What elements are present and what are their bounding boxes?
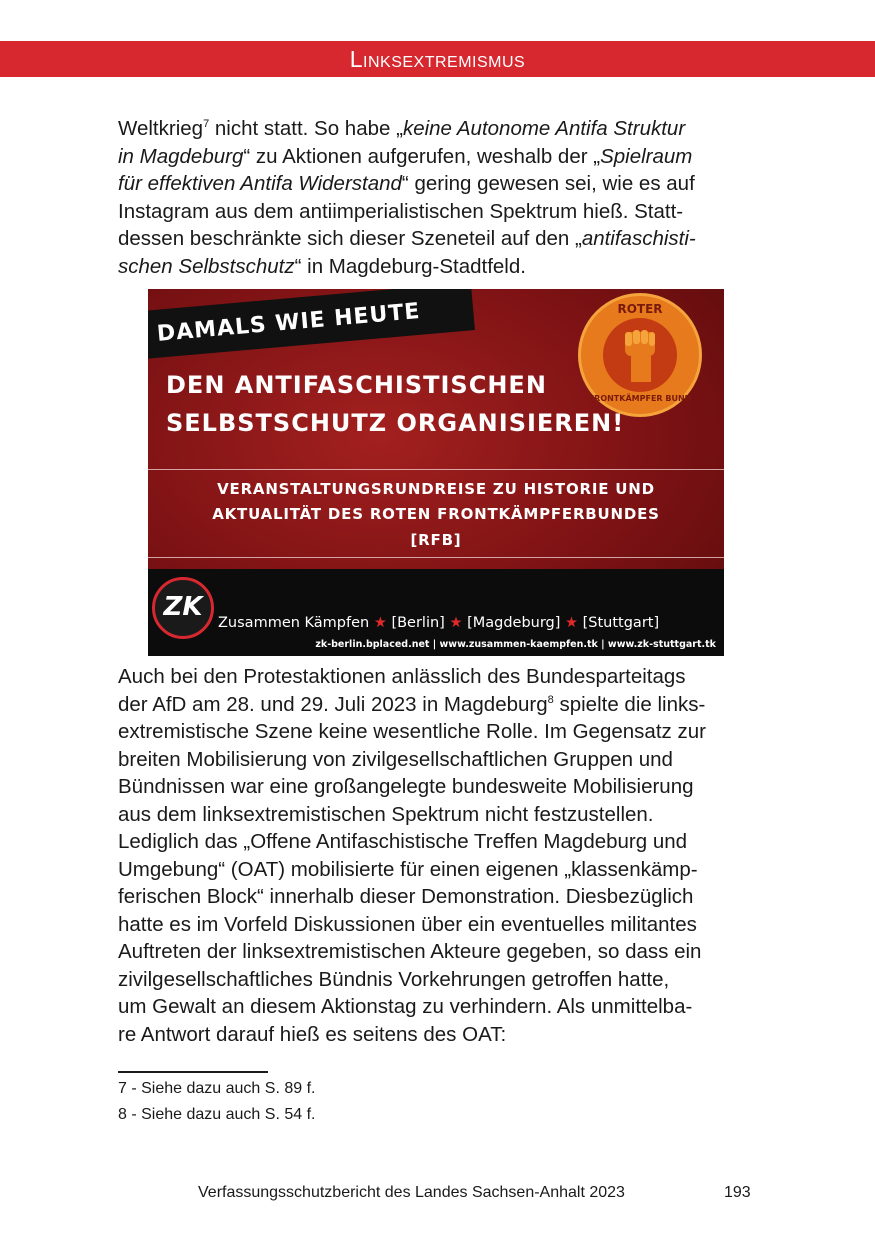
quote-text: in Magdeburg: [118, 144, 244, 168]
paragraph-line: [118, 225, 758, 253]
paragraph-line: Umgebung“ (OAT) mobilisierte für einen eigenen „klassenkämp-: [118, 857, 698, 881]
zk-city-berlin: [Berlin]: [391, 615, 445, 631]
footnotes: [118, 1076, 518, 1128]
paragraph-line: aus dem linksextremistischen Spektrum nicht festzustellen.: [118, 802, 654, 826]
text-run: dessen beschränkte sich dieser Szeneteil auf den „: [118, 227, 582, 250]
page-number: 193: [724, 1184, 751, 1201]
seal-bottom-text: FRONTKÄMPFER BUND: [588, 394, 692, 403]
paragraph-line: ferischen Block“ innerhalb dieser Demonstration. Diesbezüglich: [118, 885, 694, 908]
poster-divider: [148, 469, 724, 470]
paragraph-line: Lediglich das „Offene Antifaschistische Treffen Magdeburg und: [118, 830, 688, 853]
zk-links: zk-berlin.bplaced.net | www.zusammen-kaempfen.tk | www.zk-stuttgart.tk: [315, 639, 716, 650]
footnote-7: 7 - Siehe dazu auch S. 89 f.: [118, 1080, 316, 1097]
paragraph-line: [118, 115, 758, 143]
paragraph-1: [118, 115, 758, 280]
paragraph-line: hatte es im Vorfeld Diskussionen über ein eventuelles militantes: [118, 912, 697, 936]
red-star-icon: ★: [565, 615, 579, 631]
footnote-ref-7: 7: [203, 118, 210, 131]
paragraph-line: [118, 691, 758, 719]
paragraph-line: [118, 253, 758, 281]
quote-text: keine Autonome Antifa Struktur: [402, 117, 686, 140]
paragraph-line: [118, 143, 758, 171]
page-footer: [0, 1181, 875, 1205]
paragraph-2: [118, 663, 758, 1048]
poster-headline-1: DEN ANTIFASCHISTISCHEN: [166, 371, 547, 399]
paragraph-line: re Antwort darauf hieß es seitens des OAT:: [118, 1022, 507, 1046]
paragraph-line: zivilgesellschaftliches Bündnis Vorkehrungen getroffen hatte,: [118, 967, 670, 991]
text-run: “ in Magdeburg-Stadtfeld.: [294, 254, 526, 278]
text-run: spielte die links-: [553, 692, 706, 716]
paragraph-line: um Gewalt an diesem Aktionstag zu verhindern. Als unmittelba-: [118, 995, 693, 1018]
quote-text: antifaschisti-: [581, 227, 696, 250]
red-star-icon: ★: [373, 615, 387, 631]
red-star-icon: ★: [449, 615, 463, 631]
text-run: nicht statt. So habe „: [209, 117, 403, 140]
paragraph-line: extremistische Szene keine wesentliche Rolle. Im Gegensatz zur: [118, 720, 706, 743]
section-header: [0, 41, 875, 77]
paragraph-line: Instagram aus dem antiimperialistischen Spektrum hieß. Statt-: [118, 199, 684, 223]
poster-subline-2: AKTUALITÄT DES ROTEN FRONTKÄMPFERBUNDES: [212, 505, 660, 523]
text-run: der AfD am 28. und 29. Juli 2023 in Magdeburg: [118, 692, 548, 716]
zk-name: Zusammen Kämpfen: [218, 615, 370, 631]
zk-logo: [152, 577, 214, 639]
event-poster-image: [148, 289, 724, 656]
footnote-8: 8 - Siehe dazu auch S. 54 f.: [118, 1106, 316, 1123]
zk-logo-letters: ZK: [163, 592, 203, 622]
poster-subline-3: [RFB]: [410, 531, 462, 549]
poster-subline-1: VERANSTALTUNGSRUNDREISE ZU HISTORIE UND: [217, 480, 655, 498]
section-title: Linksextremismus: [349, 46, 526, 72]
zk-city-magdeburg: [Magdeburg]: [467, 615, 561, 631]
paragraph-line: Auch bei den Protestaktionen anlässlich des Bundesparteitags: [118, 665, 686, 688]
paragraph-line: Bündnissen war eine großangelegte bundesweite Mobilisierung: [118, 775, 694, 798]
quote-text: Spielraum: [600, 144, 693, 168]
paragraph-line: Auftreten der linksextremistischen Akteure gegeben, so dass ein: [118, 940, 702, 963]
quote-text: für effektiven Antifa Widerstand: [118, 172, 402, 195]
text-run: “ gering gewesen sei, wie es auf: [401, 172, 695, 195]
text-run: Weltkrieg: [118, 117, 204, 140]
quote-text: schen Selbstschutz: [118, 254, 295, 278]
footer-title: Verfassungsschutzbericht des Landes Sachsen-Anhalt 2023: [198, 1184, 625, 1201]
poster-headline-2: SELBSTSCHUTZ ORGANISIEREN!: [166, 409, 625, 437]
text-run: “ zu Aktionen aufgerufen, weshalb der „: [243, 144, 601, 168]
poster-banner-text: DAMALS WIE HEUTE: [156, 298, 422, 347]
zk-cities-line: [218, 615, 722, 631]
paragraph-line: breiten Mobilisierung von zivilgesellschaftlichen Gruppen und: [118, 747, 673, 771]
poster-divider: [148, 557, 724, 558]
footnote-ref-8: 8: [547, 693, 554, 706]
paragraph-line: [118, 170, 758, 198]
zk-city-stuttgart: [Stuttgart]: [582, 615, 660, 631]
footnote-divider: [118, 1071, 268, 1073]
seal-top-text: ROTER: [617, 302, 663, 316]
